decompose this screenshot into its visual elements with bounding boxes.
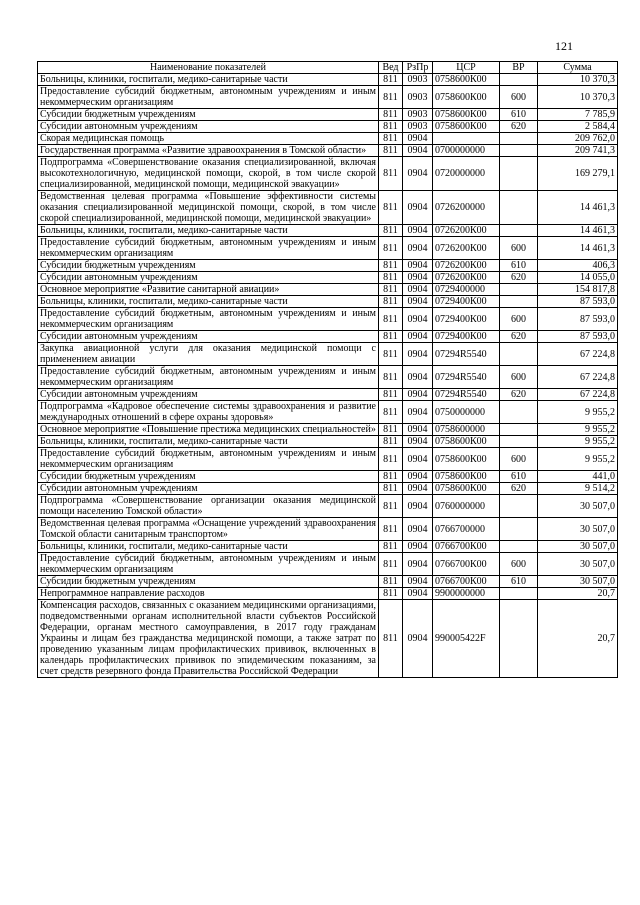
cell-rzpr: 0904 (403, 553, 433, 576)
cell-csr: 07294R5540 (433, 389, 500, 401)
cell-sum: 30 507,0 (538, 541, 618, 553)
cell-csr: 9900000000 (433, 588, 500, 600)
cell-vr: 600 (500, 448, 538, 471)
cell-name: Субсидии автономным учреждениям (38, 331, 379, 343)
cell-csr: 07294R5540 (433, 366, 500, 389)
cell-csr: 0726200К00 (433, 225, 500, 237)
cell-sum: 2 584,4 (538, 121, 618, 133)
cell-vr (500, 343, 538, 366)
cell-rzpr: 0904 (403, 296, 433, 308)
table-row (38, 389, 618, 401)
cell-name: Субсидии бюджетным учреждениям (38, 260, 379, 272)
cell-rzpr: 0904 (403, 145, 433, 157)
cell-vr (500, 74, 538, 86)
cell-rzpr: 0904 (403, 424, 433, 436)
cell-rzpr: 0903 (403, 121, 433, 133)
cell-ved: 811 (379, 553, 403, 576)
table-row (38, 541, 618, 553)
cell-csr: 0758600К00 (433, 86, 500, 109)
header-name: Наименование показателей (38, 62, 379, 74)
cell-vr (500, 296, 538, 308)
cell-name: Субсидии автономным учреждениям (38, 121, 379, 133)
cell-name: Ведомственная целевая программа «Оснащение учреждений здравоохранения Томской области санитарным транспортом» (38, 518, 379, 541)
table-row (38, 518, 618, 541)
cell-vr (500, 401, 538, 424)
cell-name: Скорая медицинская помощь (38, 133, 379, 145)
table-row (38, 191, 618, 225)
cell-sum: 10 370,3 (538, 86, 618, 109)
table-row (38, 553, 618, 576)
cell-ved: 811 (379, 74, 403, 86)
cell-vr (500, 145, 538, 157)
cell-sum: 169 279,1 (538, 157, 618, 191)
cell-sum: 441,0 (538, 471, 618, 483)
cell-sum: 7 785,9 (538, 109, 618, 121)
cell-ved: 811 (379, 600, 403, 678)
cell-rzpr: 0904 (403, 389, 433, 401)
cell-csr: 0726200К00 (433, 260, 500, 272)
cell-rzpr: 0904 (403, 237, 433, 260)
cell-vr (500, 518, 538, 541)
cell-sum: 14 461,3 (538, 237, 618, 260)
cell-vr: 620 (500, 483, 538, 495)
cell-rzpr: 0903 (403, 74, 433, 86)
table-row (38, 237, 618, 260)
cell-name: Предоставление субсидий бюджетным, автономным учреждениям и иным некоммерческим организациям (38, 237, 379, 260)
cell-sum: 209 762,0 (538, 133, 618, 145)
table-header-row (38, 62, 618, 74)
cell-name: Предоставление субсидий бюджетным, автономным учреждениям и иным некоммерческим организациям (38, 366, 379, 389)
cell-csr: 0729400К00 (433, 296, 500, 308)
cell-sum: 9 955,2 (538, 424, 618, 436)
cell-vr: 610 (500, 260, 538, 272)
cell-sum: 30 507,0 (538, 518, 618, 541)
table-row (38, 483, 618, 495)
cell-rzpr: 0904 (403, 471, 433, 483)
cell-sum: 14 461,3 (538, 225, 618, 237)
cell-sum: 209 741,3 (538, 145, 618, 157)
header-vr: ВР (500, 62, 538, 74)
page-number: 121 (555, 39, 573, 53)
cell-name: Предоставление субсидий бюджетным, автономным учреждениям и иным некоммерческим организациям (38, 86, 379, 109)
cell-csr: 0750000000 (433, 401, 500, 424)
cell-rzpr: 0904 (403, 576, 433, 588)
cell-ved: 811 (379, 471, 403, 483)
cell-name: Больницы, клиники, госпитали, медико-санитарные части (38, 296, 379, 308)
cell-name: Субсидии автономным учреждениям (38, 483, 379, 495)
cell-ved: 811 (379, 157, 403, 191)
cell-vr: 620 (500, 389, 538, 401)
cell-name: Больницы, клиники, госпитали, медико-санитарные части (38, 225, 379, 237)
cell-rzpr: 0904 (403, 191, 433, 225)
cell-sum: 67 224,8 (538, 343, 618, 366)
cell-rzpr: 0904 (403, 600, 433, 678)
table-row (38, 436, 618, 448)
cell-name: Предоставление субсидий бюджетным, автономным учреждениям и иным некоммерческим организациям (38, 308, 379, 331)
cell-ved: 811 (379, 343, 403, 366)
cell-csr: 0729400К00 (433, 308, 500, 331)
cell-sum: 30 507,0 (538, 495, 618, 518)
cell-name: Закупка авиационной услуги для оказания медицинской помощи с применением авиации (38, 343, 379, 366)
cell-ved: 811 (379, 109, 403, 121)
cell-name: Больницы, клиники, госпитали, медико-санитарные части (38, 541, 379, 553)
cell-rzpr: 0904 (403, 133, 433, 145)
table-row (38, 284, 618, 296)
cell-name: Субсидии автономным учреждениям (38, 389, 379, 401)
table-row (38, 145, 618, 157)
cell-vr (500, 600, 538, 678)
cell-name: Подпрограмма «Кадровое обеспечение системы здравоохранения и развитие международных отношений в сфере охраны здоровья» (38, 401, 379, 424)
header-sum: Сумма (538, 62, 618, 74)
cell-vr: 610 (500, 471, 538, 483)
cell-sum: 10 370,3 (538, 74, 618, 86)
table-row (38, 495, 618, 518)
cell-name: Компенсация расходов, связанных с оказанием медицинскими организациями, подведомственными органам исполнительной власти субъектов Российской Федерации, органам местного самоуправления, в 2017 году гражданам Украины и лицам без гражданства медицинской помощи, а также затрат по проведению указанным лицам профилактических прививок, включенных в календарь профилактических прививок по эпидемическим показаниям, за счет средств резервного фонда Правительства Российской Федерации (38, 600, 379, 678)
cell-ved: 811 (379, 191, 403, 225)
cell-csr: 0758600К00 (433, 121, 500, 133)
cell-name: Предоставление субсидий бюджетным, автономным учреждениям и иным некоммерческим организациям (38, 553, 379, 576)
cell-sum: 9 955,2 (538, 448, 618, 471)
cell-name: Непрограммное направление расходов (38, 588, 379, 600)
table-row (38, 401, 618, 424)
cell-ved: 811 (379, 86, 403, 109)
table-row (38, 448, 618, 471)
cell-ved: 811 (379, 308, 403, 331)
cell-csr: 0758600К00 (433, 436, 500, 448)
cell-csr: 0758600К00 (433, 109, 500, 121)
cell-rzpr: 0904 (403, 366, 433, 389)
cell-sum: 14 461,3 (538, 191, 618, 225)
cell-csr: 0720000000 (433, 157, 500, 191)
table-row (38, 308, 618, 331)
cell-name: Субсидии автономным учреждениям (38, 272, 379, 284)
cell-ved: 811 (379, 389, 403, 401)
cell-rzpr: 0904 (403, 436, 433, 448)
cell-ved: 811 (379, 272, 403, 284)
cell-csr: 0726200К00 (433, 272, 500, 284)
table-body (38, 74, 618, 678)
table-row (38, 272, 618, 284)
cell-vr: 620 (500, 331, 538, 343)
cell-ved: 811 (379, 401, 403, 424)
table-row (38, 86, 618, 109)
cell-ved: 811 (379, 237, 403, 260)
cell-csr: 0766700К00 (433, 541, 500, 553)
cell-vr: 600 (500, 237, 538, 260)
table-row (38, 424, 618, 436)
cell-csr: 0700000000 (433, 145, 500, 157)
table-row (38, 576, 618, 588)
cell-vr (500, 588, 538, 600)
cell-ved: 811 (379, 284, 403, 296)
table-row (38, 260, 618, 272)
cell-csr: 0729400К00 (433, 331, 500, 343)
cell-csr: 0729400000 (433, 284, 500, 296)
cell-rzpr: 0904 (403, 284, 433, 296)
cell-sum: 9 955,2 (538, 436, 618, 448)
cell-csr (433, 133, 500, 145)
cell-name: Основное мероприятие «Повышение престижа медицинских специальностей» (38, 424, 379, 436)
table-row (38, 588, 618, 600)
cell-ved: 811 (379, 296, 403, 308)
cell-vr: 620 (500, 272, 538, 284)
cell-rzpr: 0904 (403, 448, 433, 471)
cell-rzpr: 0904 (403, 260, 433, 272)
cell-rzpr: 0904 (403, 495, 433, 518)
cell-name: Субсидии бюджетным учреждениям (38, 576, 379, 588)
header-rzpr: РзПр (403, 62, 433, 74)
cell-ved: 811 (379, 448, 403, 471)
cell-vr (500, 133, 538, 145)
cell-name: Предоставление субсидий бюджетным, автономным учреждениям и иным некоммерческим организациям (38, 448, 379, 471)
cell-sum: 87 593,0 (538, 296, 618, 308)
cell-name: Субсидии бюджетным учреждениям (38, 109, 379, 121)
cell-name: Основное мероприятие «Развитие санитарной авиации» (38, 284, 379, 296)
cell-ved: 811 (379, 225, 403, 237)
cell-csr: 0758600000 (433, 424, 500, 436)
cell-ved: 811 (379, 424, 403, 436)
table-row (38, 109, 618, 121)
cell-rzpr: 0904 (403, 588, 433, 600)
cell-sum: 30 507,0 (538, 553, 618, 576)
cell-sum: 67 224,8 (538, 366, 618, 389)
cell-csr: 07294R5540 (433, 343, 500, 366)
cell-vr: 610 (500, 109, 538, 121)
cell-vr (500, 157, 538, 191)
cell-ved: 811 (379, 145, 403, 157)
cell-ved: 811 (379, 518, 403, 541)
cell-rzpr: 0904 (403, 225, 433, 237)
cell-csr: 0766700К00 (433, 553, 500, 576)
cell-ved: 811 (379, 260, 403, 272)
cell-sum: 9 514,2 (538, 483, 618, 495)
table-row (38, 600, 618, 678)
cell-rzpr: 0904 (403, 401, 433, 424)
cell-rzpr: 0904 (403, 541, 433, 553)
cell-ved: 811 (379, 436, 403, 448)
cell-rzpr: 0904 (403, 308, 433, 331)
cell-vr (500, 225, 538, 237)
cell-csr: 0760000000 (433, 495, 500, 518)
cell-sum: 87 593,0 (538, 331, 618, 343)
cell-sum: 9 955,2 (538, 401, 618, 424)
cell-vr (500, 284, 538, 296)
cell-ved: 811 (379, 483, 403, 495)
cell-ved: 811 (379, 366, 403, 389)
table-row (38, 366, 618, 389)
cell-rzpr: 0904 (403, 343, 433, 366)
cell-csr: 0758600К00 (433, 471, 500, 483)
cell-csr: 0758600К00 (433, 483, 500, 495)
cell-vr (500, 495, 538, 518)
header-csr: ЦСР (433, 62, 500, 74)
cell-sum: 20,7 (538, 588, 618, 600)
cell-name: Больницы, клиники, госпитали, медико-санитарные части (38, 436, 379, 448)
cell-ved: 811 (379, 576, 403, 588)
cell-name: Ведомственная целевая программа «Повышение эффективности системы оказания специализированной медицинской помощи, скорой, в том числе скорой специализированной, медицинской помощи, медицинской эвакуации» (38, 191, 379, 225)
cell-rzpr: 0904 (403, 272, 433, 284)
cell-sum: 87 593,0 (538, 308, 618, 331)
table-row (38, 471, 618, 483)
cell-csr: 0726200000 (433, 191, 500, 225)
cell-name: Подпрограмма «Совершенствование оказания специализированной, включая высокотехнологичную, медицинской помощи, скорой, в том числе скорой специализированной, медицинской помощи, медицинской эвакуации» (38, 157, 379, 191)
cell-vr (500, 541, 538, 553)
cell-ved: 811 (379, 495, 403, 518)
table-row (38, 225, 618, 237)
cell-sum: 30 507,0 (538, 576, 618, 588)
cell-vr (500, 191, 538, 225)
cell-vr: 600 (500, 86, 538, 109)
table-row (38, 121, 618, 133)
cell-ved: 811 (379, 121, 403, 133)
cell-vr: 600 (500, 553, 538, 576)
cell-csr: 0726200К00 (433, 237, 500, 260)
cell-rzpr: 0904 (403, 331, 433, 343)
table-row (38, 74, 618, 86)
cell-name: Больницы, клиники, госпитали, медико-санитарные части (38, 74, 379, 86)
cell-sum: 14 055,0 (538, 272, 618, 284)
cell-ved: 811 (379, 588, 403, 600)
cell-vr: 600 (500, 366, 538, 389)
cell-vr: 620 (500, 121, 538, 133)
cell-ved: 811 (379, 133, 403, 145)
cell-vr (500, 436, 538, 448)
budget-table (37, 61, 618, 678)
table-row (38, 343, 618, 366)
cell-name: Государственная программа «Развитие здравоохранения в Томской области» (38, 145, 379, 157)
cell-csr: 0758600К00 (433, 74, 500, 86)
cell-sum: 154 817,8 (538, 284, 618, 296)
cell-sum: 406,3 (538, 260, 618, 272)
table-row (38, 331, 618, 343)
cell-rzpr: 0904 (403, 518, 433, 541)
cell-rzpr: 0904 (403, 483, 433, 495)
table-row (38, 157, 618, 191)
cell-vr (500, 424, 538, 436)
cell-rzpr: 0903 (403, 86, 433, 109)
cell-name: Субсидии бюджетным учреждениям (38, 471, 379, 483)
cell-csr: 0766700000 (433, 518, 500, 541)
cell-sum: 67 224,8 (538, 389, 618, 401)
cell-rzpr: 0903 (403, 109, 433, 121)
table-row (38, 133, 618, 145)
cell-ved: 811 (379, 541, 403, 553)
header-ved: Вед (379, 62, 403, 74)
cell-name: Подпрограмма «Совершенствование организации оказания медицинской помощи населению Томской области» (38, 495, 379, 518)
cell-vr: 610 (500, 576, 538, 588)
cell-vr: 600 (500, 308, 538, 331)
cell-csr: 0758600К00 (433, 448, 500, 471)
cell-csr: 990005422F (433, 600, 500, 678)
cell-csr: 0766700К00 (433, 576, 500, 588)
cell-ved: 811 (379, 331, 403, 343)
cell-rzpr: 0904 (403, 157, 433, 191)
cell-sum: 20,7 (538, 600, 618, 678)
table-row (38, 296, 618, 308)
